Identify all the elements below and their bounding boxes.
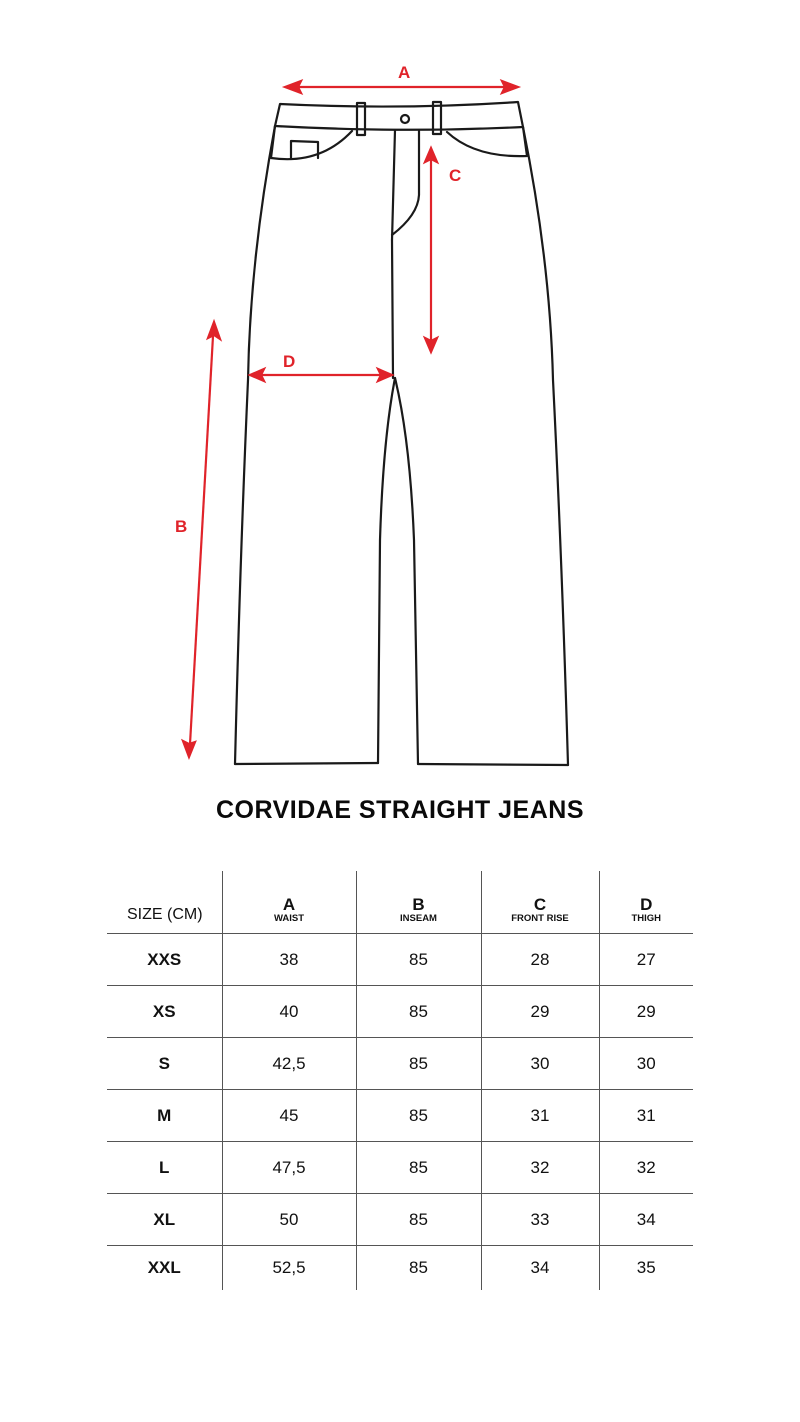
table-row — [107, 986, 693, 1038]
product-title: CORVIDAE STRAIGHT JEANS — [215, 796, 585, 824]
front-rise-cell: 34 — [481, 1246, 599, 1291]
front-rise-cell: 29 — [481, 986, 599, 1038]
size-cell: S — [107, 1038, 222, 1090]
thigh-cell: 32 — [599, 1142, 693, 1194]
column-header-thigh — [599, 871, 693, 934]
waist-cell: 40 — [222, 986, 356, 1038]
column-letter: D — [640, 895, 653, 914]
thigh-cell: 35 — [599, 1246, 693, 1291]
size-cell: XL — [107, 1194, 222, 1246]
size-cell: XXL — [147, 1258, 181, 1277]
size-cell: XS — [107, 986, 222, 1038]
measurement-label-a: A — [398, 63, 411, 82]
waist-cell: 47,5 — [222, 1142, 356, 1194]
thigh-cell: 31 — [599, 1090, 693, 1142]
waist-cell: 45 — [222, 1090, 356, 1142]
size-column-header: SIZE (CM) — [107, 871, 222, 934]
front-rise-cell: 32 — [481, 1142, 599, 1194]
table-row — [107, 1038, 693, 1090]
size-cell: L — [107, 1142, 222, 1194]
column-letter: A — [282, 895, 296, 914]
front-rise-cell: 31 — [481, 1090, 599, 1142]
thigh-cell: 34 — [599, 1194, 693, 1246]
inseam-cell: 85 — [356, 1090, 481, 1142]
table-row — [107, 1246, 693, 1291]
measurement-label-d: D — [283, 352, 296, 371]
table-row — [107, 1142, 693, 1194]
size-chart-header-row — [107, 871, 693, 934]
table-row — [107, 934, 693, 986]
size-cell: XXS — [107, 934, 222, 986]
table-row — [107, 1194, 693, 1246]
waist-cell: 42,5 — [222, 1038, 356, 1090]
front-rise-cell: 33 — [481, 1194, 599, 1246]
thigh-cell: 30 — [599, 1038, 693, 1090]
column-name: THIGH — [631, 913, 662, 924]
column-header-front-rise — [481, 871, 599, 934]
inseam-cell: 85 — [356, 934, 481, 986]
measurement-label-b: B — [175, 517, 188, 536]
front-rise-cell: 30 — [481, 1038, 599, 1090]
table-row — [107, 1090, 693, 1142]
thigh-cell: 29 — [599, 986, 693, 1038]
waist-cell: 38 — [222, 934, 356, 986]
inseam-cell: 85 — [356, 1194, 481, 1246]
column-letter: B — [412, 895, 425, 914]
column-name: WAIST — [273, 913, 305, 924]
measurement-label-c: C — [449, 166, 462, 185]
size-cell: M — [107, 1090, 222, 1142]
column-header-waist — [222, 871, 356, 934]
size-chart-table — [107, 871, 693, 1290]
inseam-cell: 85 — [356, 1246, 481, 1291]
inseam-cell: 85 — [356, 986, 481, 1038]
thigh-cell: 27 — [599, 934, 693, 986]
front-rise-cell: 28 — [481, 934, 599, 986]
column-name: FRONT RISE — [511, 913, 569, 924]
column-letter: C — [533, 895, 547, 914]
inseam-cell: 85 — [356, 1038, 481, 1090]
column-header-inseam — [356, 871, 481, 934]
waist-cell: 52,5 — [222, 1246, 356, 1291]
waist-cell: 50 — [222, 1194, 356, 1246]
inseam-cell: 85 — [356, 1142, 481, 1194]
column-name: INSEAM — [400, 913, 437, 924]
